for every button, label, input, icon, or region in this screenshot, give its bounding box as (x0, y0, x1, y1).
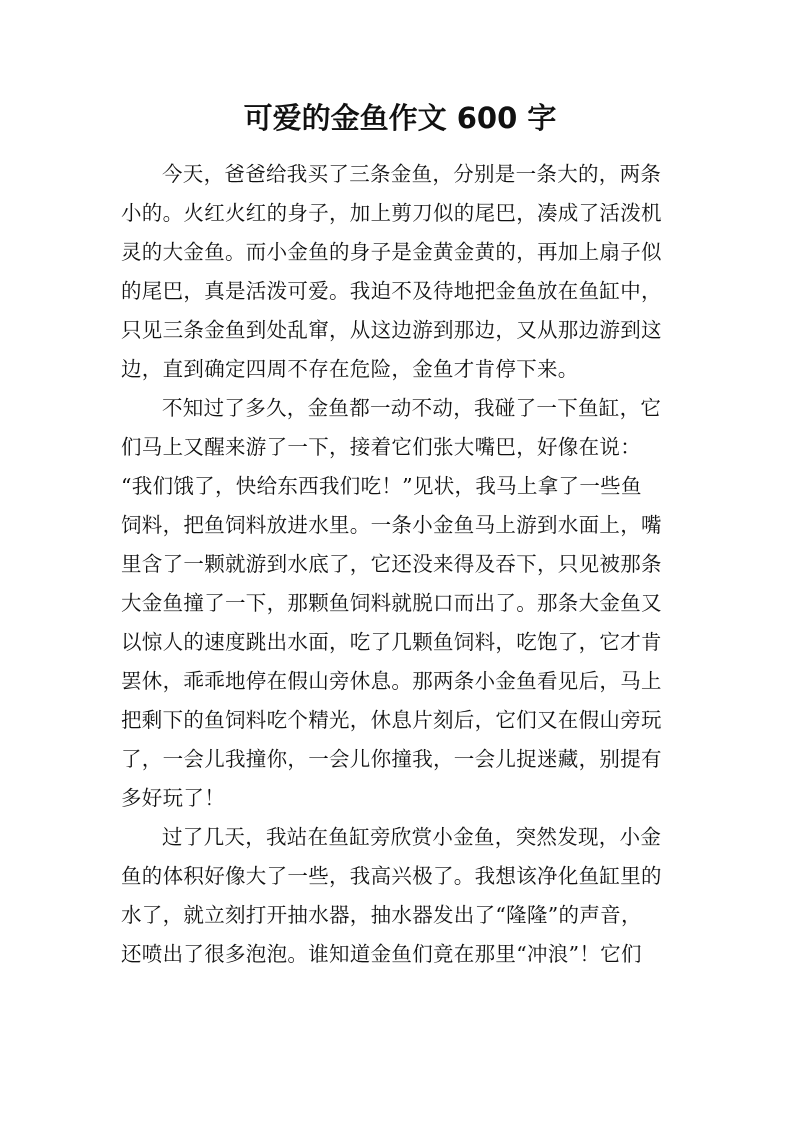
text-line: 小的。火红火红的身子，加上剪刀似的尾巴，凑成了活泼机 (121, 201, 662, 225)
text-line: 水了，就立刻打开抽水器，抽水器发出了“隆隆”的声音， (121, 903, 642, 927)
text-line: 以惊人的速度跳出水面，吃了几颗鱼饲料，吃饱了，它才肯 (121, 630, 662, 654)
text-line: 过了几天，我站在鱼缸旁欣赏小金鱼，突然发现，小金 (162, 825, 662, 849)
text-line: 不知过了多久，金鱼都一动不动，我碰了一下鱼缸，它 (162, 396, 662, 420)
text-line: “我们饿了，快给东西我们吃！”见状，我马上拿了一些鱼 (121, 474, 642, 498)
text-line: 大金鱼撞了一下，那颗鱼饲料就脱口而出了。那条大金鱼又 (121, 591, 662, 615)
text-line: 饲料，把鱼饲料放进水里。一条小金鱼马上游到水面上，嘴 (121, 513, 662, 537)
text-line: 罢休，乖乖地停在假山旁休息。那两条小金鱼看见后，马上 (121, 669, 662, 693)
text-line: 把剩下的鱼饲料吃个精光，休息片刻后，它们又在假山旁玩 (121, 708, 662, 732)
text-line: 了，一会儿我撞你，一会儿你撞我，一会儿捉迷藏，别提有 (121, 747, 662, 771)
text-line: 灵的大金鱼。而小金鱼的身子是金黄金黄的，再加上扇子似 (121, 240, 662, 264)
text-line: 的尾巴，真是活泼可爱。我迫不及待地把金鱼放在鱼缸中， (121, 279, 662, 303)
text-line: 多好玩了！ (121, 786, 225, 810)
text-line: 边，直到确定四周不存在危险，金鱼才肯停下来。 (121, 357, 579, 381)
document-body (121, 155, 681, 974)
text-line: 还喷出了很多泡泡。谁知道金鱼们竟在那里“冲浪”！它们 (121, 942, 642, 966)
text-line: 们马上又醒来游了一下，接着它们张大嘴巴，好像在说： (121, 435, 641, 459)
text-line: 今天，爸爸给我买了三条金鱼，分别是一条大的，两条 (162, 162, 662, 186)
text-line: 只见三条金鱼到处乱窜，从这边游到那边，又从那边游到这 (121, 318, 662, 342)
text-line: 鱼的体积好像大了一些，我高兴极了。我想该净化鱼缸里的 (121, 864, 662, 888)
document-title: 可爱的金鱼作文 600 字 (243, 101, 557, 135)
text-line: 里含了一颗就游到水底了，它还没来得及吞下，只见被那条 (121, 552, 662, 576)
